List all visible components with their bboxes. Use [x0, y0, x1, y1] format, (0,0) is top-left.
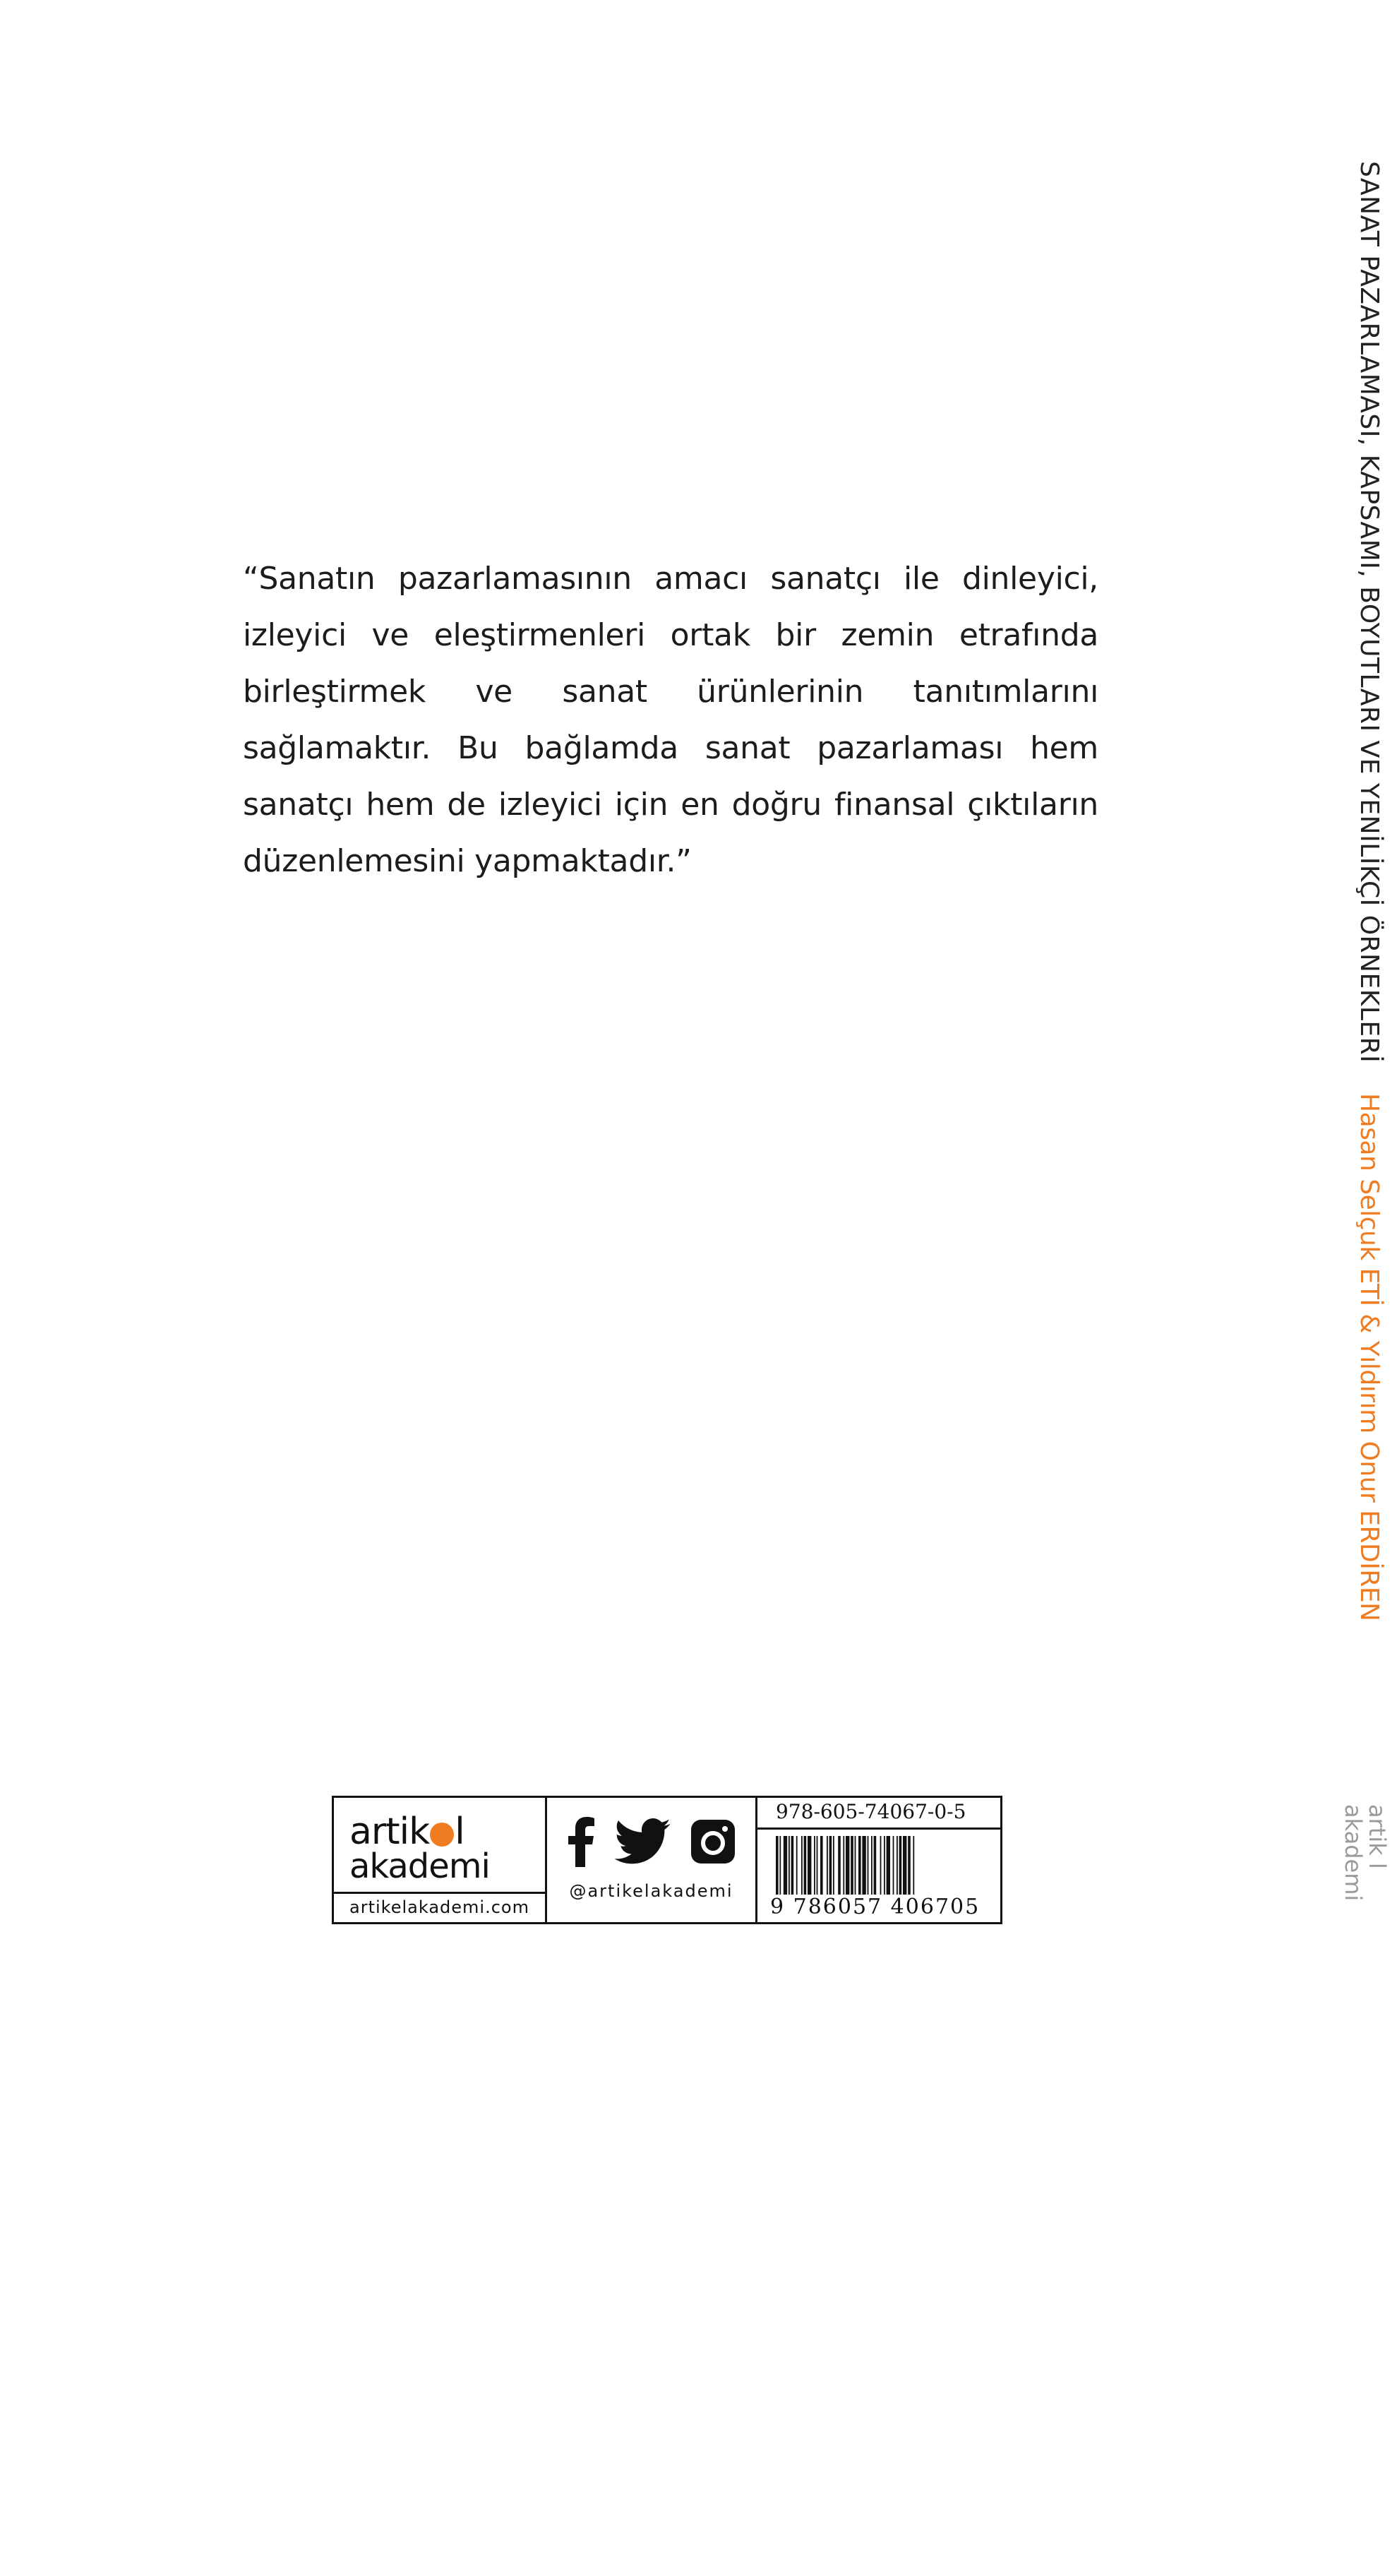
isbn-number: 978-605-74067-0-5 — [757, 1798, 1000, 1830]
barcode-bars-icon — [769, 1835, 981, 1902]
logo-text-akademi: akademi — [349, 1847, 490, 1886]
spine-logo-line1: artik l — [1364, 1804, 1391, 1869]
isbn-barcode — [769, 1835, 981, 1918]
social-handle[interactable]: @artikelakademi — [569, 1881, 733, 1901]
logo-text-artik: artik — [349, 1811, 430, 1853]
back-cover-quote: “Sanatın pazarlamasının amacı sanatçı ile dinleyici, izleyici ve eleştirmenleri ortak bir zemin etrafında birleştirmek ve sanat ürünlerinin tanıtımlarını sağlamaktır. Bu bağlamda sanat pazarlaması hem sanatçı hem de izleyici için en doğru finansal çıktıların düzenlemesini yapmaktadır.” — [243, 561, 1098, 879]
isbn-cell — [757, 1798, 1000, 1922]
publisher-info-box — [332, 1796, 1002, 1924]
instagram-icon[interactable] — [690, 1818, 736, 1865]
spine-authors: Hasan Selçuk ETİ & Yıldırım Onur ERDİREN — [1355, 1093, 1384, 1621]
logo-text-l: l — [455, 1811, 464, 1853]
barcode-digits: 9 786057 406705 — [770, 1895, 981, 1919]
social-media-cell — [547, 1798, 757, 1922]
facebook-icon[interactable] — [567, 1816, 595, 1867]
twitter-icon[interactable] — [614, 1818, 671, 1865]
spine-logo-line2: akademi — [1340, 1804, 1367, 1902]
logo-orange-dot-icon — [430, 1823, 454, 1847]
spine-publisher-logo — [1340, 1804, 1389, 1924]
publisher-logo-cell — [334, 1798, 547, 1922]
publisher-logo — [349, 1811, 533, 1886]
publisher-website[interactable]: artikelakademi.com — [334, 1892, 545, 1922]
spine-title: SANAT PAZARLAMASI, KAPSAMI, BOYUTLARI VE YENİLİKÇİ ÖRNEKLERİ — [1355, 161, 1384, 1063]
